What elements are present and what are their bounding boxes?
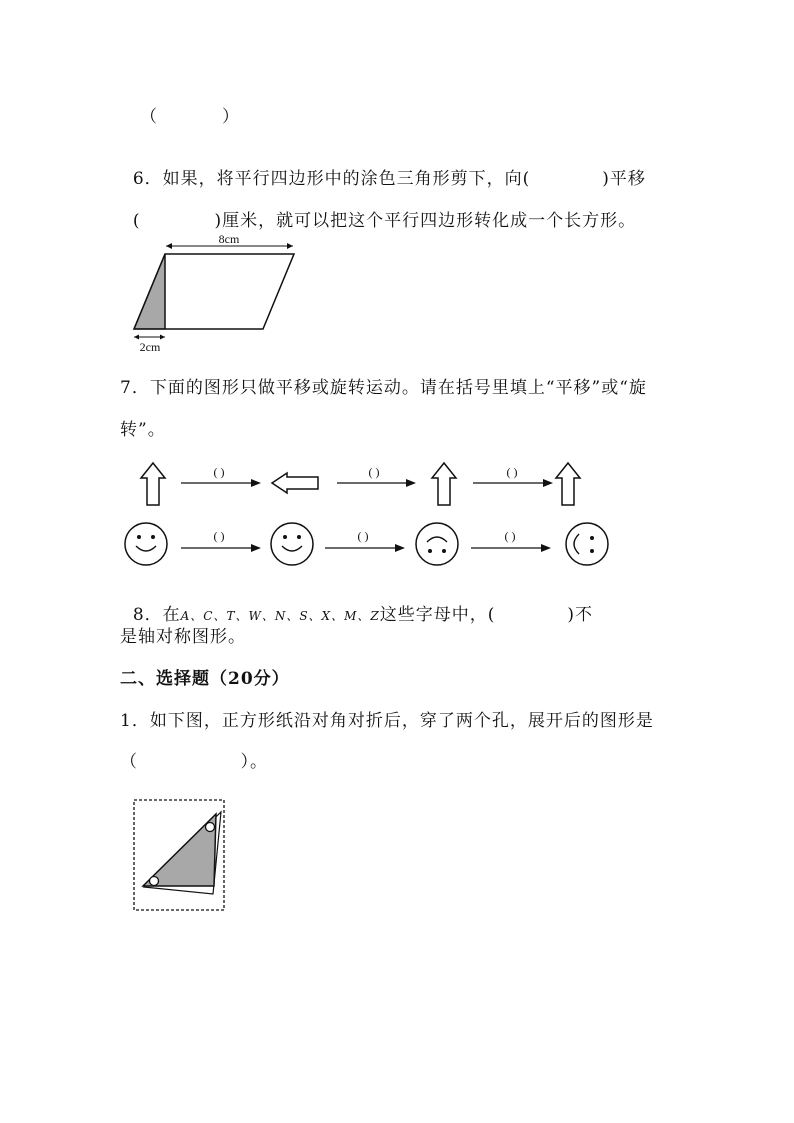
q7-bracket-2[interactable]: ( ) (368, 465, 380, 479)
top-dimension-arrow-right (287, 243, 293, 249)
q7-row1 (141, 463, 580, 505)
q7-bracket-4[interactable]: ( ) (213, 529, 225, 543)
q7-line2: 转”。 (120, 420, 166, 440)
q5-answer-bracket: （ ） (140, 107, 241, 127)
bottom-dimension-label: 2cm (139, 340, 161, 354)
q7-bracket-1[interactable]: ( ) (213, 465, 225, 479)
smiley-face-upside-down-icon (416, 523, 458, 565)
parallelogram-figure (134, 232, 294, 354)
q6-text-c: ( (132, 211, 141, 231)
q7-line1: 7．下面的图形只做平移或旋转运动。请在括号里填上“平移”或“旋 (120, 378, 647, 398)
q6-text-b: )平移 (602, 169, 646, 189)
q7-bracket-5[interactable]: ( ) (357, 529, 369, 543)
up-arrow-icon (141, 463, 165, 505)
right-arrow-icon (181, 479, 261, 487)
q8-letters: A、C、T、W、N、S、X、M、Z (180, 609, 380, 623)
hole-bottom (150, 877, 159, 886)
right-arrow-icon (325, 544, 405, 552)
smiley-face-icon (125, 523, 167, 565)
right-arrow-icon (471, 544, 551, 552)
bottom-dimension-arrow-left (134, 335, 139, 340)
q6-text-d: )厘米，就可以把这个平行四边形转化成一个长方形。 (214, 211, 637, 231)
right-arrow-icon (473, 479, 553, 487)
top-dimension-label: 8cm (218, 232, 240, 246)
q7-row2 (125, 523, 608, 565)
q8-text-b: 这些字母中，( (379, 605, 496, 625)
up-arrow-icon (432, 463, 456, 505)
q6-text-a: 6．如果，将平行四边形中的涂色三角形剪下，向( (132, 169, 531, 189)
folded-triangle (143, 814, 216, 886)
q8-line2: 是轴对称图形。 (120, 627, 246, 647)
q8-text-c: )不 (567, 605, 593, 625)
smiley-face-icon (271, 523, 313, 565)
q7-bracket-6[interactable]: ( ) (504, 529, 516, 543)
q8-text-a: 8．在 (132, 605, 181, 625)
s2q1-line1: 1．如下图，正方形纸沿对角对折后，穿了两个孔，展开后的图形是 (120, 711, 654, 731)
top-dimension-arrow-left (166, 243, 172, 249)
q8-line1 (120, 585, 593, 626)
right-arrow-icon (181, 544, 261, 552)
up-arrow-icon (556, 463, 580, 505)
s2q1-answer-bracket[interactable]: （ ）。 (120, 752, 268, 772)
smiley-face-rotated-icon (566, 523, 608, 565)
left-arrow-icon (272, 473, 318, 493)
bottom-dimension-arrow-right (160, 335, 165, 340)
right-arrow-icon (337, 479, 416, 487)
section-title: 二、选择题（20分） (120, 669, 290, 689)
q7-bracket-3[interactable]: ( ) (506, 465, 518, 479)
folded-paper-figure (134, 800, 224, 910)
hole-top (206, 823, 215, 832)
